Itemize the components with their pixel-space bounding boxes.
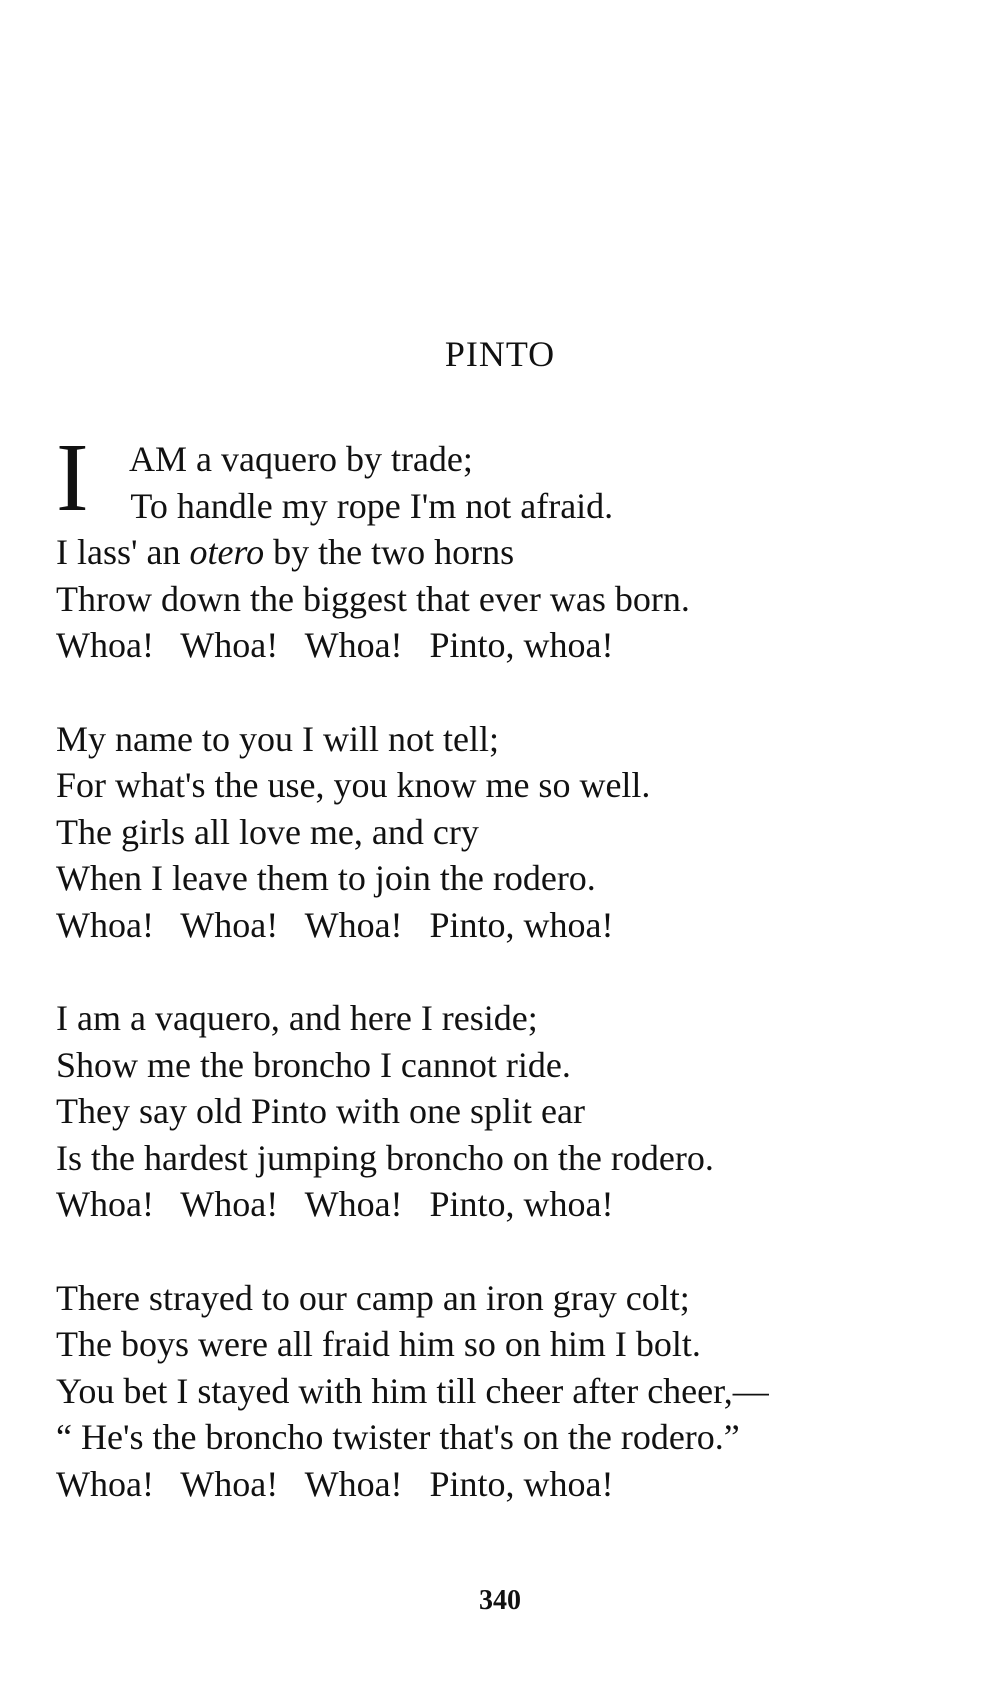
- refrain-line: Whoa! Whoa! Whoa! Pinto, whoa!: [56, 625, 614, 665]
- poem-line: Show me the broncho I cannot ride.: [56, 1044, 571, 1085]
- poem-line: The girls all love me, and cry: [56, 811, 479, 852]
- poem-title: PINTO: [444, 334, 556, 374]
- poem-line: AM a vaquero by trade;: [122, 439, 473, 479]
- poem-line: The boys were all fraid him so on him I bolt.: [56, 1324, 701, 1364]
- poem-line: When I leave them to join the rodero.: [56, 858, 596, 898]
- poem-line: To handle my rope I'm not afraid.: [122, 485, 614, 526]
- refrain-line: Whoa! Whoa! Whoa! Pinto, whoa!: [56, 1184, 614, 1224]
- poem-line: They say old Pinto with one split ear: [56, 1091, 585, 1131]
- page-number: 340: [479, 1585, 521, 1616]
- poem-line: My name to you I will not tell;: [56, 718, 499, 759]
- drop-cap: I: [56, 424, 89, 532]
- poem-line: I am a vaquero, and here I reside;: [56, 998, 538, 1038]
- poem-line: “ He's the broncho twister that's on the rodero.”: [56, 1417, 740, 1457]
- poem-line: Is the hardest jumping broncho on the rodero.: [56, 1137, 714, 1178]
- stanza-3: [56, 995, 976, 1228]
- poem-line: There strayed to our camp an iron gray colt;: [56, 1277, 690, 1318]
- italic-word: otero: [189, 532, 265, 572]
- line-text: I lass' an: [56, 532, 190, 572]
- poem-line: For what's the use, you know me so well.: [56, 765, 651, 805]
- stanza-2: [56, 716, 976, 949]
- poem-line: [56, 529, 976, 576]
- stanza-4: [56, 1275, 976, 1508]
- poem-line: You bet I stayed with him till cheer after cheer,—: [56, 1370, 769, 1411]
- line-text: by the two horns: [264, 532, 515, 572]
- refrain-line: Whoa! Whoa! Whoa! Pinto, whoa!: [56, 1463, 614, 1504]
- refrain-line: Whoa! Whoa! Whoa! Pinto, whoa!: [56, 904, 614, 945]
- poem-body: [56, 424, 976, 1554]
- dropcap-block: [56, 424, 976, 532]
- poem-line: Throw down the biggest that ever was born.: [56, 578, 690, 619]
- stanza-1: [56, 424, 976, 669]
